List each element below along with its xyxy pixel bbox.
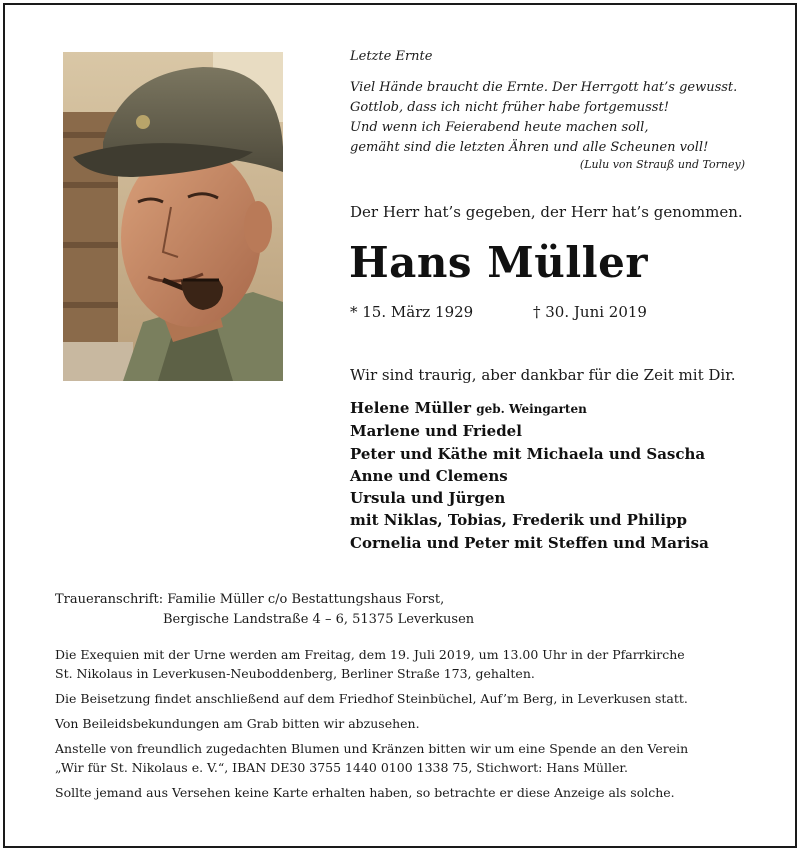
family-member: Peter und Käthe mit Michaela und Sascha	[350, 444, 706, 463]
portrait-photo	[63, 52, 283, 381]
poem-line: gemäht sind die letzten Ähren und alle Scheunen voll!	[350, 140, 709, 155]
death-date: † 30. Juni 2019	[533, 303, 647, 321]
funeral-notes	[55, 645, 755, 802]
widow-name: Helene Müller	[350, 399, 471, 417]
family-list	[350, 397, 770, 554]
portrait-man-icon	[63, 52, 283, 381]
donation-note: „Wir für St. Nikolaus e. V.“, IBAN DE30 3755 1440 0100 1338 75, Stichwort: Hans Müller.	[55, 760, 628, 775]
donation-note: Anstelle von freundlich zugedachten Blumen und Kränzen bitten wir um eine Spende an den Verein	[55, 741, 689, 756]
widow-nee: geb. Weingarten	[476, 402, 587, 416]
family-member: Anne und Clemens	[350, 466, 508, 485]
card-note: Sollte jemand aus Versehen keine Karte erhalten haben, so betrachte er diese Anzeige als solche.	[55, 785, 675, 800]
burial-note: Die Beisetzung findet anschließend auf dem Friedhof Steinbüchel, Auf’m Berg, in Leverkusen statt.	[55, 691, 688, 706]
mourning-address	[55, 590, 474, 630]
poem-line: Und wenn ich Feierabend heute machen soll,	[350, 120, 649, 135]
address-line: Traueranschrift: Familie Müller c/o Bestattungshaus Forst,	[55, 592, 445, 607]
gratitude-line: Wir sind traurig, aber dankbar für die Zeit mit Dir.	[350, 366, 736, 384]
bible-verse: Der Herr hat’s gegeben, der Herr hat’s genommen.	[350, 203, 743, 221]
poem-author: (Lulu von Strauß und Torney)	[579, 158, 745, 171]
family-member: mit Niklas, Tobias, Frederik und Philipp	[350, 511, 687, 530]
poem-line: Viel Hände braucht die Ernte. Der Herrgott hat’s gewusst.	[350, 80, 738, 95]
poem-title: Letzte Ernte	[350, 49, 433, 64]
deceased-name: Hans Müller	[349, 238, 648, 287]
family-widow	[350, 397, 770, 420]
birth-date: * 15. März 1929	[350, 303, 474, 321]
address-line: Bergische Landstraße 4 – 6, 51375 Leverkusen	[163, 612, 475, 627]
exequien-note: St. Nikolaus in Leverkusen-Neuboddenberg, Berliner Straße 173, gehalten.	[55, 666, 535, 681]
poem	[350, 78, 750, 158]
family-member: Ursula und Jürgen	[350, 489, 506, 508]
condolence-note: Von Beileidsbekundungen am Grab bitten wir abzusehen.	[55, 716, 420, 731]
family-member: Cornelia und Peter mit Steffen und Marisa	[350, 533, 709, 552]
family-member: Marlene und Friedel	[350, 422, 522, 441]
poem-line: Gottlob, dass ich nicht früher habe fortgemusst!	[350, 100, 669, 115]
exequien-note: Die Exequien mit der Urne werden am Freitag, dem 19. Juli 2019, um 13.00 Uhr in der Pfarrkirche	[55, 647, 685, 662]
